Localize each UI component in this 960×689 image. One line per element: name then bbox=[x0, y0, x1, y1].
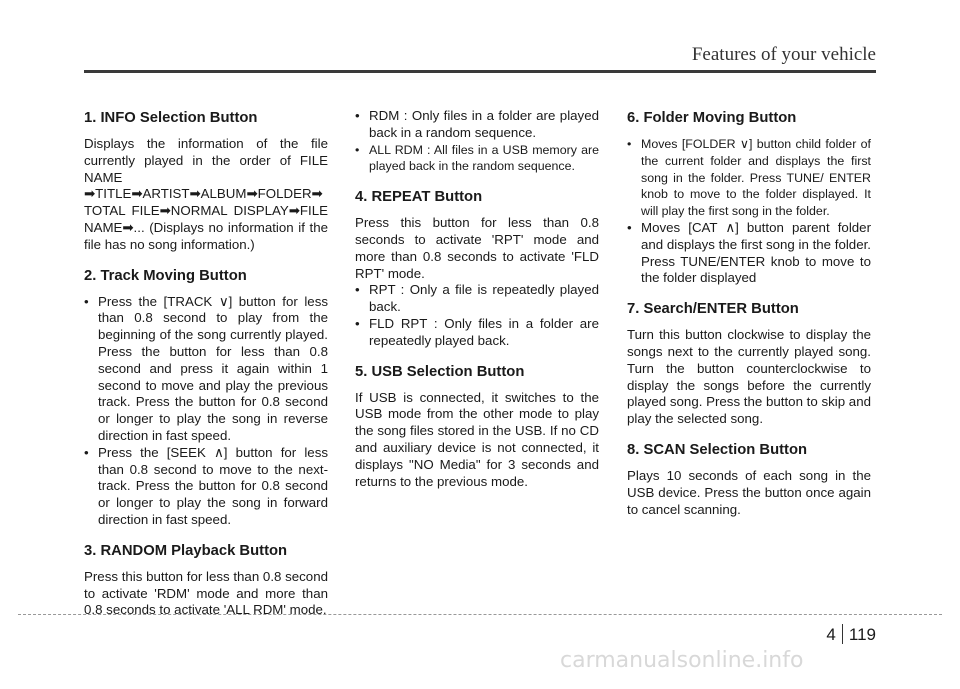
list-item: • RPT : Only a file is repeatedly played back. bbox=[355, 282, 599, 316]
list-item: • Moves [CAT ∧] button parent folder and displays the first song in the folder. Press TUNE/ENTER knob to move to the folder displayed bbox=[627, 220, 871, 287]
page-number-separator bbox=[842, 624, 843, 644]
running-header: Features of your vehicle bbox=[691, 44, 876, 65]
paragraph: Press this button for less than 0.8 second to activate 'RDM' mode and more than 0.8 seconds to activate 'ALL RDM' mode. bbox=[84, 568, 328, 618]
footer-rule bbox=[18, 614, 942, 615]
list-item: • ALL RDM : All files in a USB memory are played back in the random sequence. bbox=[355, 142, 599, 176]
list-item: • Press the [SEEK ∧] button for less than 0.8 second to move to the next-track. Press the button for 0.8 second or longer to play the song in forward direction in fast speed. bbox=[84, 445, 328, 529]
list-item: • RDM : Only files in a folder are played back in a random sequence. bbox=[355, 108, 599, 142]
bullet-list bbox=[355, 108, 599, 175]
section-heading: 7. Search/ENTER Button bbox=[627, 301, 799, 318]
section-heading: 6. Folder Moving Button bbox=[627, 110, 797, 126]
paragraph: Turn this button clockwise to display the songs next to the currently played song. Turn the button counterclockwise to display the songs before the currently played song. Press the button to skip and play the selected song. bbox=[627, 327, 871, 427]
section-heading: 5. USB Selection Button bbox=[355, 363, 525, 380]
watermark: carmanualsonline.info bbox=[560, 648, 804, 673]
bullet-list bbox=[627, 136, 871, 287]
page-number-value: 119 bbox=[848, 625, 876, 644]
header-rule bbox=[84, 70, 876, 73]
section-heading: 4. REPEAT Button bbox=[355, 189, 483, 206]
bullet-list bbox=[355, 282, 599, 349]
column-2 bbox=[355, 108, 599, 502]
list-item: • FLD RPT : Only files in a folder are repeatedly played back. bbox=[355, 316, 599, 350]
section-heading: 3. RANDOM Playback Button bbox=[84, 542, 288, 559]
page-number bbox=[826, 624, 876, 645]
paragraph: Displays the information of the file currently played in the order of FILE NAME ➡TITLE➡ARTIST➡ALBUM➡FOLDER➡ TOTAL FILE➡NORMAL DISPLAY➡FILE NAME➡... (Displays no information if the file has no song information.) bbox=[84, 136, 328, 252]
bullet-list bbox=[84, 294, 328, 529]
paragraph: Press this button for less than 0.8 seconds to activate 'RPT' mode and more than 0.8 seconds to activate 'FLD RPT' mode. bbox=[355, 215, 599, 281]
list-item: • Press the [TRACK ∨] button for less than 0.8 second to play from the beginning of the song currently played. Press the button for less than 0.8 second and press it again within 1 second to move and play the previous track. Press the button for 0.8 second or longer to play the song in reverse direction in fast speed. bbox=[84, 294, 328, 445]
section-heading: 1. INFO Selection Button bbox=[84, 110, 258, 126]
column-3 bbox=[627, 108, 871, 530]
paragraph: If USB is connected, it switches to the USB mode from the other mode to play the song files stored in the USB. If no CD and auxiliary device is not connected, it displays "NO Media" for 3 seconds and returns to the previous mode. bbox=[355, 389, 599, 489]
section-heading: 2. Track Moving Button bbox=[84, 267, 247, 284]
column-1 bbox=[84, 108, 328, 631]
paragraph: Plays 10 seconds of each song in the USB device. Press the button once again to cancel scanning. bbox=[627, 467, 871, 517]
section-heading: 8. SCAN Selection Button bbox=[627, 441, 808, 458]
list-item: • Moves [FOLDER ∨] button child folder of the current folder and displays the first song in the folder. Press TUNE/ ENTER knob to move to the folder displayed. It will play the first song in the folder. bbox=[627, 136, 871, 220]
chapter-number: 4 bbox=[826, 625, 836, 644]
